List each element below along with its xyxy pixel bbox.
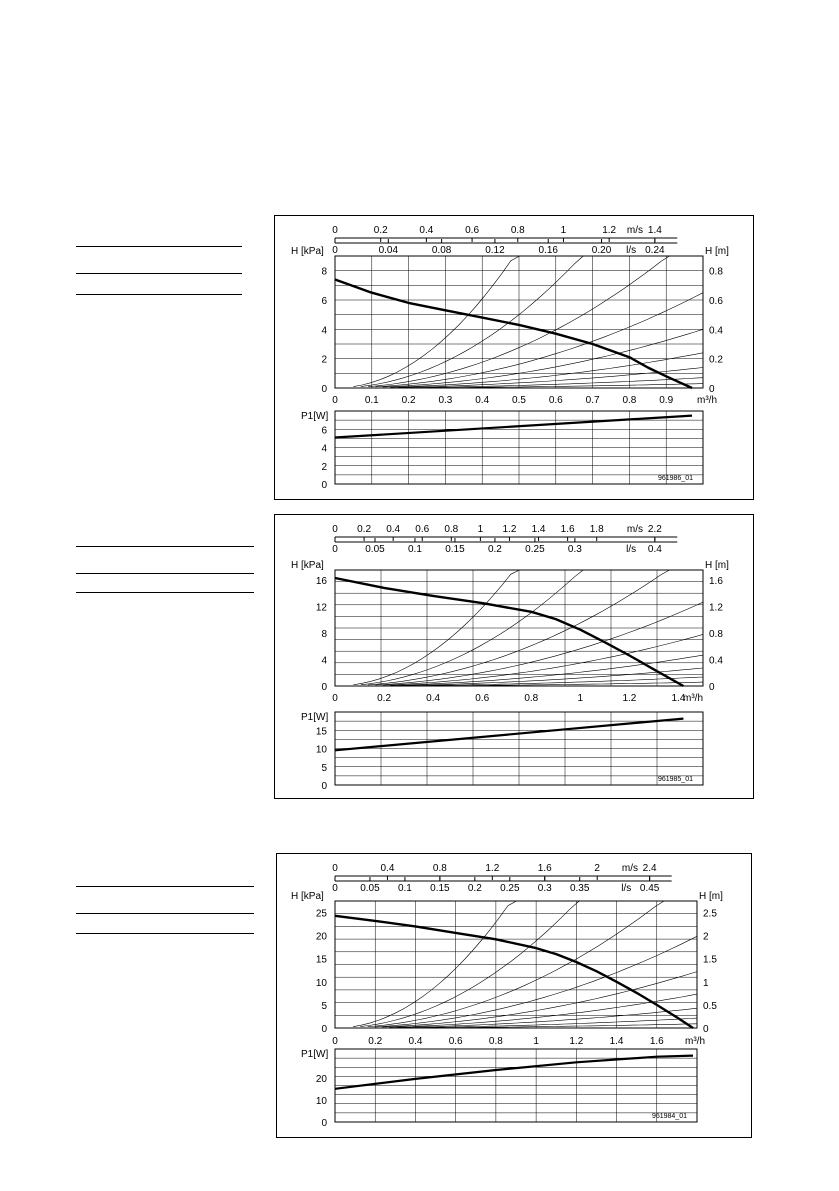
flow-ls-tick-label: 0.2: [467, 883, 482, 894]
flow-xtick-label: 1.2: [569, 1036, 584, 1047]
velocity-tick-label: 0.8: [510, 225, 525, 236]
velocity-unit-label: m/s: [626, 225, 644, 236]
pump-head-curve: [335, 280, 692, 389]
pump-curve-panel-1: [274, 215, 754, 500]
velocity-unit-label: m/s: [626, 524, 644, 535]
flow-ls-tick-label: 0.1: [408, 544, 422, 555]
figure-id-label: 961986_01: [657, 475, 693, 482]
power-ylabel: P1[W]: [301, 411, 329, 422]
velocity-tick-label: 0: [332, 524, 338, 535]
flow-xtick-label: 0.2: [401, 395, 416, 406]
flow-ls-tick-label: 0.15: [445, 544, 465, 555]
velocity-tick-label: 1: [560, 225, 567, 236]
flow-ls-tick-label: 0: [332, 883, 338, 894]
head-ytick-left: 10: [315, 977, 327, 989]
flow-ls-tick-label: 0.35: [569, 883, 590, 894]
head-ytick-right: 0.6: [709, 296, 723, 307]
velocity-tick-label: 2.4: [642, 863, 657, 874]
flow-xtick-label: 0: [332, 1036, 338, 1047]
flow-ls-tick-label: 0.25: [500, 883, 520, 894]
velocity-tick-label: 1.2: [602, 225, 617, 236]
flow-ls-tick-label: 0.45: [639, 883, 660, 894]
flow-xtick-label: 0.2: [368, 1036, 383, 1047]
flow-xtick-label: 0.8: [488, 1036, 503, 1047]
system-curve: [390, 353, 703, 387]
head-ytick-left: 5: [321, 1000, 327, 1012]
left-rule: [76, 913, 254, 914]
flow-xtick-label: 0: [332, 395, 338, 406]
flow-ls-tick-label: 0.1: [397, 883, 412, 894]
flow-ls-tick-label: 0.24: [645, 245, 665, 256]
head-ytick-right: 1.2: [709, 602, 723, 614]
left-rule: [76, 546, 254, 547]
head-ytick-right: 0.5: [703, 1000, 717, 1012]
flow-ls-tick-label: 0.05: [365, 544, 385, 555]
flow-ls-tick-label: 0: [332, 544, 338, 555]
flow-ls-tick-label: 0.04: [378, 245, 399, 256]
head-ytick-left: 4: [321, 325, 327, 337]
head-ytick-right: 0: [703, 1024, 709, 1035]
system-curve: [382, 972, 697, 1027]
velocity-tick-label: 1.8: [589, 524, 604, 535]
head-ytick-left: 20: [315, 931, 327, 943]
power-ytick: 0: [321, 1118, 327, 1129]
velocity-tick-label: 0.4: [419, 225, 434, 236]
flow-xlabel: m³/h: [685, 1036, 705, 1047]
flow-xtick-label: 0.6: [448, 1036, 463, 1047]
head-ylabel-left: H [kPa]: [291, 560, 324, 571]
left-rule: [76, 273, 242, 274]
power-ytick: 10: [315, 744, 327, 756]
head-ytick-right: 1.6: [709, 575, 723, 587]
flow-xtick-label: 1.4: [671, 693, 686, 704]
head-ytick-right: 0.4: [709, 325, 723, 337]
left-rule: [76, 573, 254, 574]
power-ytick: 6: [321, 425, 327, 437]
flow-ls-tick-label: 0.25: [525, 544, 545, 555]
left-rule: [76, 886, 254, 887]
head-ytick-left: 4: [321, 655, 327, 667]
velocity-tick-label: 1.4: [647, 225, 662, 236]
velocity-tick-label: 2: [594, 863, 600, 874]
head-ytick-left: 6: [321, 296, 327, 307]
velocity-tick-label: 0.8: [444, 524, 459, 535]
flow-ls-tick-label: 0.2: [487, 544, 502, 555]
velocity-tick-label: 1.4: [531, 524, 546, 535]
power-ytick: 2: [321, 461, 327, 473]
flow-ls-tick-label: 0.3: [567, 544, 582, 555]
head-ytick-right: 1: [703, 977, 709, 989]
flow-xtick-label: 0.9: [659, 395, 674, 406]
power-ylabel: P1[W]: [301, 1049, 329, 1060]
flow-ls-tick-label: 0.15: [430, 883, 450, 894]
system-curve: [361, 256, 583, 387]
flow-ls-unit-label: l/s: [626, 245, 637, 256]
head-ylabel-left: H [kPa]: [291, 891, 324, 902]
flow-ls-tick-label: 0.16: [538, 245, 558, 256]
flow-xtick-label: 0.8: [622, 395, 637, 406]
system-curve: [361, 570, 583, 685]
velocity-tick-label: 0.2: [357, 524, 372, 535]
pump-curve-panel-2: [274, 514, 754, 799]
flow-xlabel: m³/h: [697, 395, 717, 406]
velocity-tick-label: 0.2: [373, 225, 388, 236]
flow-xtick-label: 0.4: [426, 693, 441, 704]
velocity-tick-label: 0.8: [432, 863, 447, 874]
flow-ls-unit-label: l/s: [626, 544, 637, 555]
power-ytick: 0: [321, 781, 327, 792]
velocity-tick-label: 1.2: [502, 524, 517, 535]
flow-xtick-label: 0.3: [438, 395, 453, 406]
flow-xlabel: m³/h: [683, 693, 703, 704]
power-ytick: 20: [315, 1073, 327, 1085]
flow-xtick-label: 0.4: [475, 395, 490, 406]
velocity-tick-label: 1.2: [485, 863, 500, 874]
velocity-tick-label: 0: [332, 863, 338, 874]
power-ytick: 15: [315, 726, 327, 738]
head-ytick-right: 0.4: [709, 655, 723, 667]
head-ylabel-right: H [m]: [705, 246, 729, 257]
flow-xtick-label: 0.6: [475, 693, 490, 704]
head-ytick-right: 1.5: [703, 954, 717, 966]
power-ylabel: P1[W]: [301, 712, 329, 723]
flow-ls-tick-label: 0.3: [537, 883, 552, 894]
flow-ls-tick-label: 0.08: [431, 245, 452, 256]
system-curve: [353, 256, 519, 387]
power-ytick: 0: [321, 480, 327, 491]
left-rule: [76, 294, 242, 295]
head-ytick-left: 25: [315, 908, 327, 920]
flow-xtick-label: 0.6: [548, 395, 563, 406]
flow-ls-tick-label: 0.12: [485, 245, 505, 256]
head-ytick-right: 0: [709, 682, 715, 693]
flow-ls-unit-label: l/s: [621, 883, 632, 894]
head-ylabel-right: H [m]: [705, 560, 729, 571]
head-ylabel-right: H [m]: [699, 891, 723, 902]
power-ytick: 4: [321, 443, 327, 455]
head-ytick-left: 2: [321, 354, 327, 366]
flow-xtick-label: 0.4: [408, 1036, 423, 1047]
flow-xtick-label: 1.2: [622, 693, 637, 704]
velocity-tick-label: 1.6: [560, 524, 575, 535]
head-ytick-right: 0.8: [709, 266, 723, 278]
velocity-tick-label: 0.4: [386, 524, 401, 535]
flow-ls-tick-label: 0.05: [360, 883, 380, 894]
head-ytick-left: 0: [321, 384, 327, 395]
head-ytick-right: 2.5: [703, 908, 717, 920]
flow-ls-tick-label: 0.4: [647, 544, 662, 555]
velocity-tick-label: 0.6: [465, 225, 480, 236]
head-ytick-left: 0: [321, 682, 327, 693]
power-ytick: 10: [315, 1095, 327, 1107]
pump-curve-panel-3: [276, 853, 752, 1138]
left-rule: [76, 933, 254, 934]
left-rule: [76, 246, 242, 247]
flow-xtick-label: 0.7: [585, 395, 600, 406]
pump-curve-chart-2: [275, 515, 755, 800]
velocity-tick-label: 0.4: [380, 863, 395, 874]
pump-head-curve: [335, 916, 693, 1028]
velocity-tick-label: 0.6: [415, 524, 430, 535]
flow-xtick-label: 0.1: [364, 395, 379, 406]
head-ytick-left: 8: [321, 628, 327, 640]
head-ytick-left: 12: [315, 602, 327, 614]
flow-xtick-label: 1: [533, 1036, 539, 1047]
velocity-tick-label: 1.6: [537, 863, 552, 874]
head-ytick-right: 0.2: [709, 354, 723, 366]
head-ytick-right: 0: [709, 384, 715, 395]
system-curve: [383, 329, 703, 387]
velocity-tick-label: 1: [477, 524, 484, 535]
flow-ls-tick-label: 0: [332, 245, 338, 256]
power-curve: [335, 719, 683, 751]
head-ylabel-left: H [kPa]: [291, 246, 324, 257]
flow-xtick-label: 0.8: [524, 693, 539, 704]
flow-xtick-label: 0.5: [512, 395, 526, 406]
figure-id-label: 961985_01: [657, 776, 693, 783]
flow-xtick-label: 0: [332, 693, 338, 704]
flow-xtick-label: 0.2: [377, 693, 392, 704]
flow-xtick-label: 1.6: [649, 1036, 664, 1047]
system-curve: [389, 994, 697, 1027]
power-curve: [335, 416, 692, 438]
head-ytick-left: 8: [321, 266, 327, 278]
power-curve: [335, 1056, 693, 1089]
flow-ls-tick-label: 0.20: [591, 245, 612, 256]
head-ytick-left: 0: [321, 1024, 327, 1035]
head-ytick-left: 16: [315, 575, 327, 587]
velocity-unit-label: m/s: [621, 863, 638, 874]
velocity-tick-label: 2.2: [647, 524, 662, 535]
velocity-tick-label: 0: [332, 225, 338, 236]
figure-id-label: 961984_01: [651, 1113, 687, 1120]
system-curve: [368, 901, 664, 1027]
system-curve: [353, 901, 516, 1027]
system-curve: [383, 634, 703, 685]
pump-curve-chart-3: [277, 854, 753, 1139]
left-rule: [76, 592, 254, 593]
system-curve: [360, 901, 579, 1027]
head-ytick-right: 2: [703, 931, 709, 943]
power-ytick: 5: [321, 762, 327, 774]
head-ytick-right: 0.8: [709, 628, 723, 640]
flow-xtick-label: 1.4: [609, 1036, 624, 1047]
pump-curve-chart-1: [275, 216, 755, 501]
flow-xtick-label: 1: [577, 693, 584, 704]
head-ytick-left: 15: [315, 954, 327, 966]
